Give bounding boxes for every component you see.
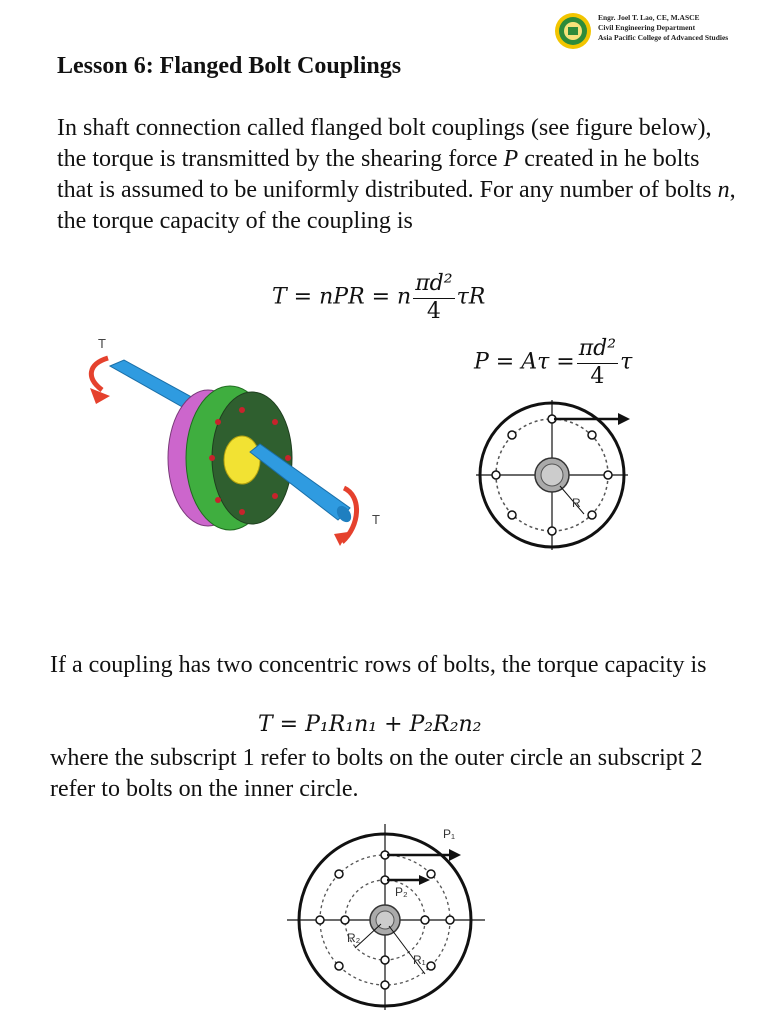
eq1-denominator: 4 [426,299,441,324]
inner-bolt-hole [341,916,349,924]
flange-hub [224,436,260,484]
outer-bolt-hole [446,916,454,924]
eq2-lhs: P = Aτ = [474,349,575,375]
inner-bolt-hole [381,956,389,964]
outer-bolt-hole [427,870,435,878]
bolt-hole [548,527,556,535]
torque-label-bottom: T [372,512,380,527]
bolt [215,419,221,425]
outer-bolt-hole [335,870,343,878]
bolt [239,407,245,413]
bolt-hole [508,511,516,519]
force-arrowhead-P1 [449,849,461,861]
eq2-denominator: 4 [590,364,605,389]
eq2-numerator: πd² [577,335,618,364]
two-rows-paragraph: If a coupling has two concentric rows of bolts, the torque capacity is [50,652,707,678]
bolt-hole [604,471,612,479]
lesson-title: Lesson 6: Flanged Bolt Couplings [57,53,402,79]
bolt [215,497,221,503]
intro-text-2: created in he bolts that is assumed to be uniformly distributed. For any number of bolts [57,146,718,203]
torque-equation [272,270,485,325]
eq2-rhs: τ [620,349,633,375]
torque-arrow-top [91,358,108,390]
eq1-fraction [413,270,454,325]
force-arrowhead-P [618,413,630,425]
bolt-hole [492,471,500,479]
bolt [272,419,278,425]
torque-label-top: T [98,336,106,351]
eq2-fraction [577,335,618,390]
var-n: n [717,177,730,203]
bolt-hole [588,511,596,519]
shaft-core [541,464,563,486]
header-college: Asia Pacific College of Advanced Studies [598,33,729,42]
inner-bolt-hole [421,916,429,924]
header-block [598,13,728,43]
p1-label: P₁ [443,827,456,841]
bolt [272,493,278,499]
bolt [209,455,215,461]
bolt-hole [588,431,596,439]
r1-label: R₁ [413,953,426,967]
eq1-rhs: τR [456,284,486,310]
outer-bolt-hole [335,962,343,970]
outer-bolt-hole [316,916,324,924]
p2-label: P₂ [395,885,408,899]
intro-paragraph [57,113,737,237]
eq1-numerator: πd² [413,270,454,299]
two-row-bolt-circle-figure [285,820,490,1010]
header-author: Engr. Joel T. Lao, CE, M.ASCE [598,13,700,22]
subscript-paragraph: where the subscript 1 refer to bolts on the outer circle an subscript 2 refer to bolts on the inner circle. [50,745,703,802]
bolt [239,509,245,515]
coupling-3d-figure [80,330,400,560]
header-department: Civil Engineering Department [598,23,696,32]
bolt-force-equation [474,335,632,390]
college-seal-logo [554,12,592,50]
outer-bolt-hole [427,962,435,970]
intro-text-1: In shaft connection called flanged bolt couplings (see figure below), the torque is transmitted by the shearing force [57,115,712,172]
radius-label: R [572,496,581,510]
eq1-lhs: T = nPR = n [272,284,412,310]
bolt-circle-figure [470,390,640,560]
intro-text-3: , the torque capacity of the coupling is [57,177,736,234]
two-row-torque-equation: T = P₁R₁n₁ + P₂R₂n₂ [258,712,482,737]
bolt [285,455,291,461]
bolt-hole [508,431,516,439]
r2-label: R₂ [347,931,361,945]
outer-bolt-hole [381,981,389,989]
var-P: P [503,146,519,172]
